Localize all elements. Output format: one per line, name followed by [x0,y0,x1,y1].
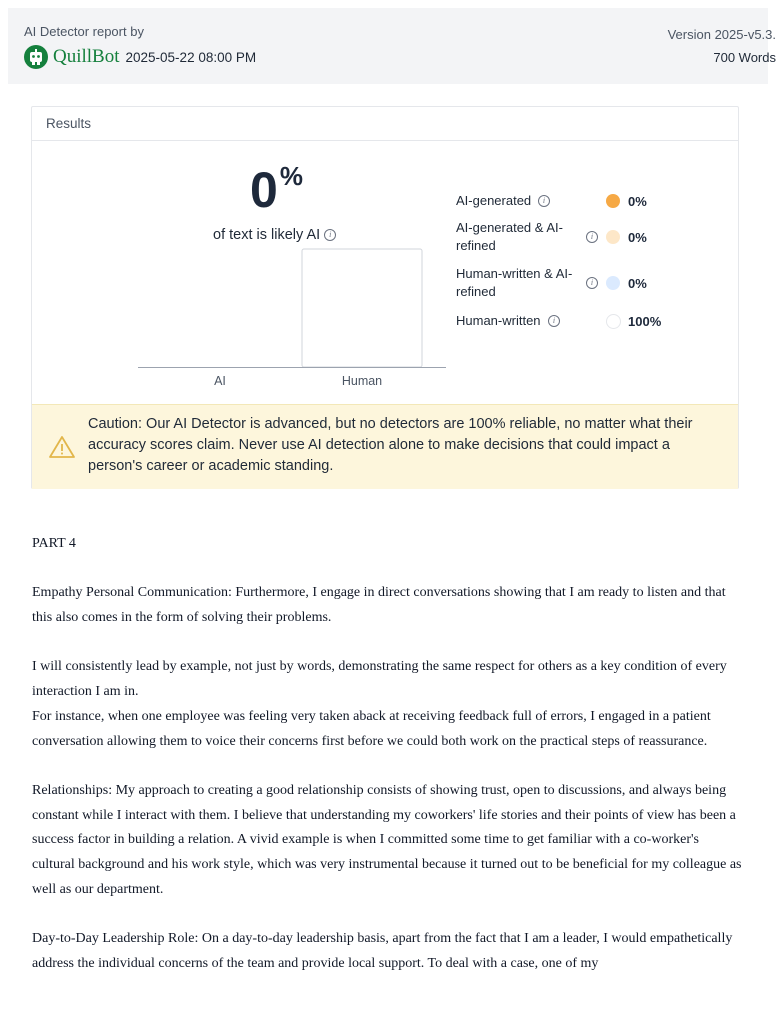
document-body [32,532,742,977]
legend-label: AI-generated & AI-refined [456,220,563,253]
legend-value: 0% [628,194,647,209]
info-icon[interactable]: i [538,195,550,207]
word-count: 700 Words [713,50,776,65]
brand-name: QuillBot [53,46,120,67]
x-tick-label: AI [214,374,226,388]
bar-human [302,249,422,367]
legend-swatch [606,276,620,290]
document-heading: PART 4 [32,536,76,551]
ai-human-chart [138,247,448,387]
legend-value: 100% [628,314,662,329]
legend-swatch [606,194,620,208]
info-icon[interactable]: i [548,315,560,327]
quillbot-logo-icon [24,45,48,69]
results-title: Results [32,107,738,141]
brand [24,45,256,69]
legend-label: AI-generated [456,193,532,208]
ai-score-unit: % [279,161,303,191]
info-icon[interactable]: i [324,229,336,241]
version-label: Version 2025-v5.3. [667,27,776,42]
paragraph: Relationships: My approach to creating a good relationship consists of showing trust, open to discussions, and always being constant while I interact with them. I believe that understanding my coworkers' life stories and their points of view has been a success factor in building a relation. A vivid example is when I committed some time to get familiar with a co-worker's cultural background and his work style, which was very instrumental because it turned out to be beneficial for my colleague as well as our department. [32,782,742,897]
paragraph: Empathy Personal Communication: Furthermore, I engage in direct conversations showing that I am ready to listen and that this also comes in the form of solving their problems. [32,585,726,626]
legend-label: Human-written [456,313,541,328]
info-icon[interactable]: i [586,231,598,243]
info-icon[interactable]: i [586,277,598,289]
paragraph: For instance, when one employee was feeling very taken aback at receiving feedback full of errors, I engaged in a patient conversation allowing them to voice their concerns first before we could both work on the practical steps of reassurance. [32,708,711,749]
legend-label: Human-written & AI-refined [456,266,573,299]
results-card [31,106,739,489]
report-by-label: AI Detector report by [24,24,144,39]
ai-score [250,161,303,218]
legend-swatch [606,230,620,244]
ai-score-value: 0 [250,162,278,218]
report-datetime: 2025-05-22 08:00 PM [125,49,257,65]
warning-icon [48,435,76,464]
legend-value: 0% [628,276,647,291]
x-tick-label: Human [341,374,383,388]
legend-value: 0% [628,230,647,245]
score-caption-text: of text is likely AI [213,227,321,243]
score-caption [213,227,336,243]
chart-svg [138,247,448,387]
paragraph: Day-to-Day Leadership Role: On a day-to-day leadership basis, apart from the fact that I am a leader, I would empathetically address the individual concerns of the team and provide local support. To deal with a case, one of my [32,931,733,971]
legend-swatch [606,314,621,329]
caution-text: Caution: Our AI Detector is advanced, but no detectors are 100% reliable, no matter what their accuracy scores claim. Never use AI detection alone to make decisions that could impact a person's career or academic standing. [88,416,693,474]
paragraph: I will consistently lead by example, not just by words, demonstrating the same respect for others as a key condition of every interaction I am in. [32,659,727,700]
report-header [8,8,776,84]
caution-banner [32,404,738,489]
